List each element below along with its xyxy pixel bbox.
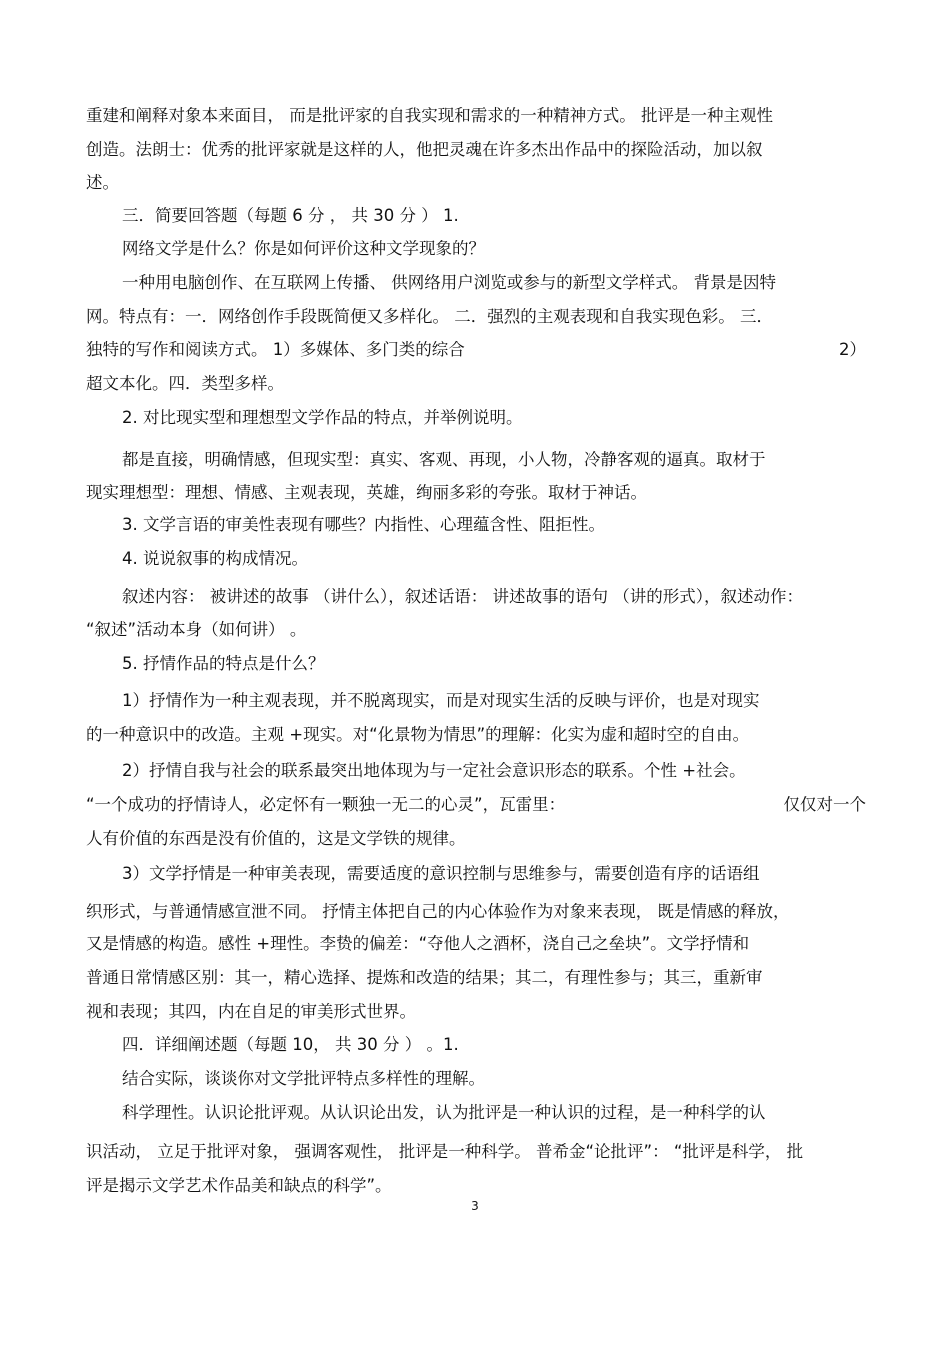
text-line: [86, 337, 866, 363]
question-text: 5. 抒情作品的特点是什么？: [122, 654, 325, 673]
text-line: 又是情感的构造。感性 +理性。李贽的偏差：“夺他人之酒杯，浇自己之垒块”。文学抒情和: [86, 934, 750, 953]
text-segment: 2）: [839, 340, 866, 359]
text-line: 1）抒情作为一种主观表现，并不脱离现实，而是对现实生活的反映与评价，也是对现实: [122, 691, 760, 710]
text-line: 重建和阐释对象本来面目， 而是批评家的自我实现和需求的一种精神方式。 批评是一种主观性: [86, 106, 773, 125]
text-line: 的一种意识中的改造。主观 +现实。对“化景物为情思”的理解：化实为虚和超时空的自由。: [86, 725, 750, 744]
text-line: 2）抒情自我与社会的联系最突出地体现为与一定社会意识形态的联系。个性 +社会。: [122, 761, 746, 780]
text-line: 人有价值的东西是没有价值的，这是文学铁的规律。: [86, 829, 466, 848]
text-line: 现实理想型：理想、情感、主观表现，英雄，绚丽多彩的夸张。取材于神话。: [86, 483, 647, 502]
question-text: 4. 说说叙事的构成情况。: [122, 549, 308, 568]
text-line: 识活动， 立足于批评对象， 强调客观性， 批评是一种科学。 普希金“论批评”： “批评是科学， 批: [86, 1142, 804, 1161]
text-segment: 独特的写作和阅读方式。 1）多媒体、多门类的综合: [86, 340, 465, 359]
text-line: 创造。法朗士：优秀的批评家就是这样的人，他把灵魂在许多杰出作品中的探险活动，加以叙: [86, 140, 763, 159]
text-line: 超文本化。四．类型多样。: [86, 374, 284, 393]
text-line: “叙述”活动本身（如何讲） 。: [86, 620, 307, 639]
text-line: 织形式，与普通情感宣泄不同。 抒情主体把自己的内心体验作为对象来表现， 既是情感的释放，: [86, 902, 790, 921]
text-line: 评是揭示文学艺术作品美和缺点的科学”。: [86, 1176, 392, 1195]
text-line: 述。: [86, 173, 119, 192]
text-line: 叙述内容： 被讲述的故事 （讲什么），叙述话语： 讲述故事的语句 （讲的形式），叙述动作：: [122, 587, 803, 606]
text-line: 一种用电脑创作、在互联网上传播、 供网络用户浏览或参与的新型文学样式。 背景是因特: [122, 273, 776, 292]
text-segment: 仅仅对一个: [783, 795, 866, 814]
section-heading: 四．详细阐述题（每题 10， 共 30 分 ） 。1.: [122, 1035, 459, 1054]
text-line: 都是直接，明确情感，但现实型：真实、客观、再现，小人物，冷静客观的逼真。取材于: [122, 450, 766, 469]
text-line: 3）文学抒情是一种审美表现，需要适度的意识控制与思维参与，需要创造有序的话语组: [122, 864, 760, 883]
text-line: 视和表现；其四，内在自足的审美形式世界。: [86, 1002, 416, 1021]
section-heading: 三．简要回答题（每题 6 分 ， 共 30 分 ） 1.: [122, 206, 459, 225]
text-line: 网。特点有：一．网络创作手段既简便又多样化。 二．强烈的主观表现和自我实现色彩。 三．: [86, 307, 773, 326]
text-line: 普通日常情感区别：其一，精心选择、提炼和改造的结果；其二，有理性参与；其三，重新审: [86, 968, 763, 987]
question-text: 2. 对比现实型和理想型文学作品的特点，并举例说明。: [122, 408, 523, 427]
question-text: 3. 文学言语的审美性表现有哪些？内指性、心理蕴含性、阻拒性。: [122, 515, 605, 534]
question-text: 结合实际，谈谈你对文学批评特点多样性的理解。: [122, 1069, 485, 1088]
text-line: [86, 792, 866, 818]
page-number: 3: [471, 1199, 479, 1213]
text-segment: “一个成功的抒情诗人，必定怀有一颗独一无二的心灵”，瓦雷里：: [86, 795, 566, 814]
question-text: 网络文学是什么？你是如何评价这种文学现象的？: [122, 239, 485, 258]
text-line: 科学理性。认识论批评观。从认识论出发，认为批评是一种认识的过程，是一种科学的认: [122, 1103, 766, 1122]
